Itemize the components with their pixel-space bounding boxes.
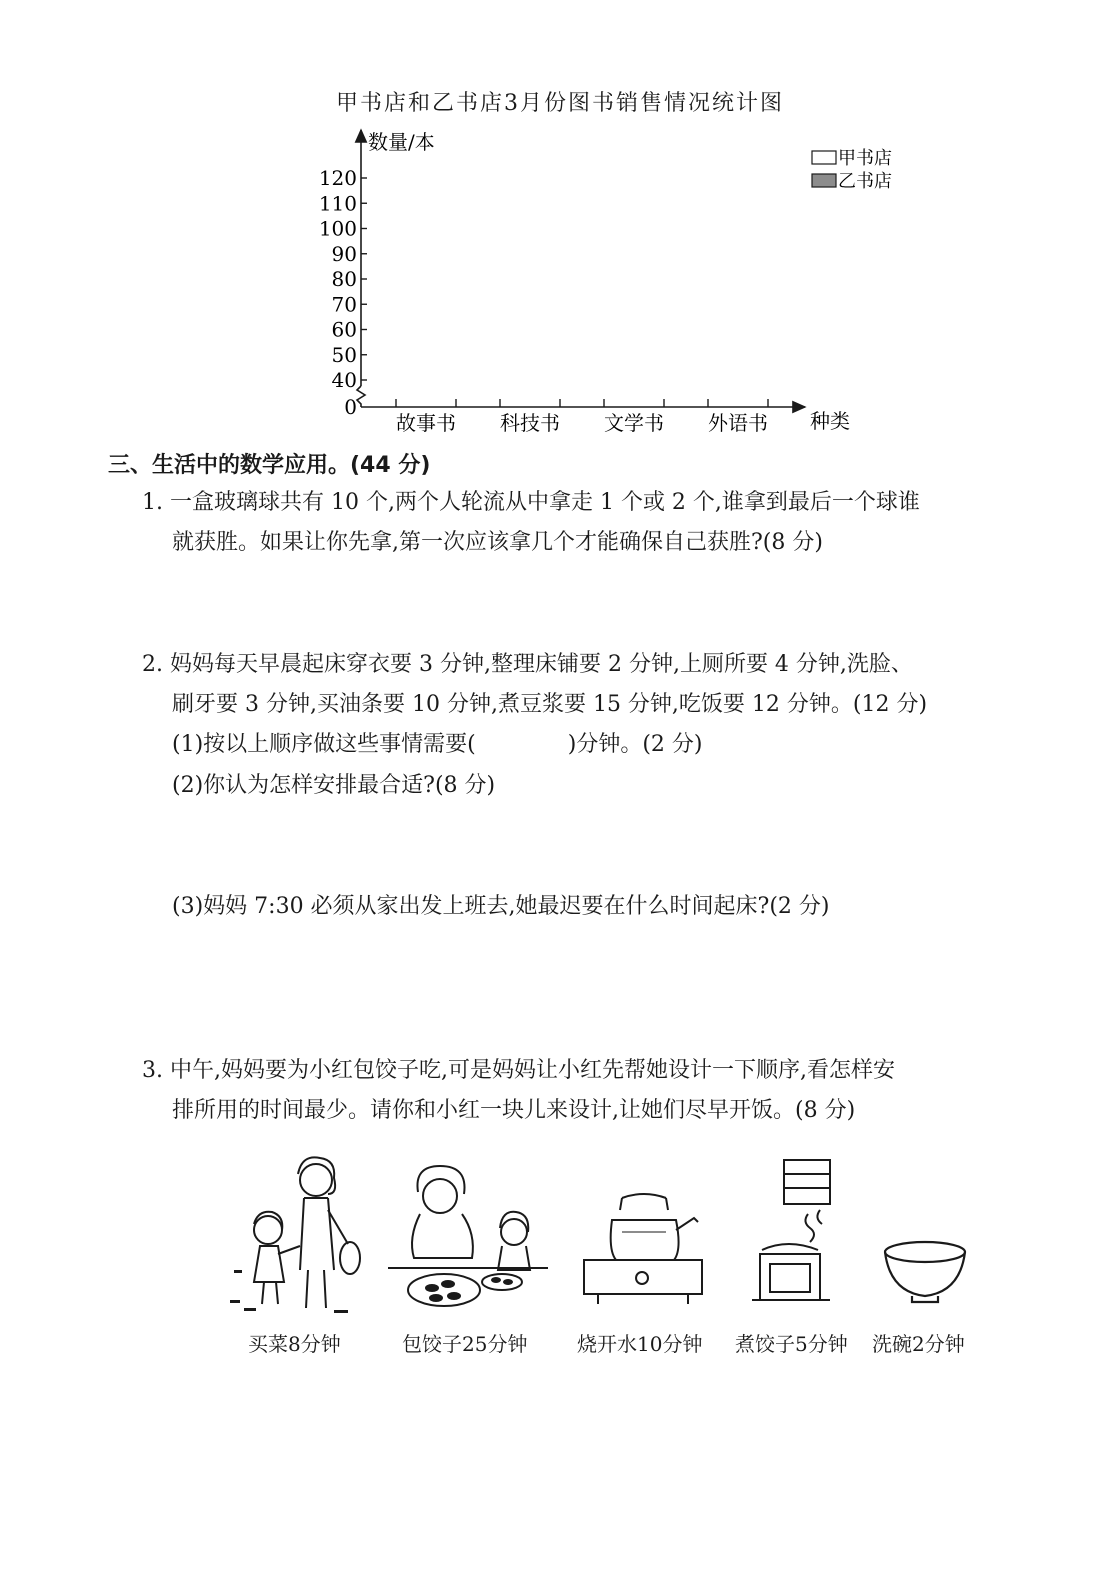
caption-buy-vegetables: 买菜8分钟: [248, 1332, 341, 1356]
caption-make-dumplings: 包饺子25分钟: [402, 1332, 528, 1356]
y-tick-label: 100: [318, 216, 357, 241]
legend-label-yi: 乙书店: [838, 171, 892, 192]
q2-line2: 刷牙要 3 分钟,买油条要 10 分钟,煮豆浆要 15 分钟,吃饭要 12 分钟。(12 分): [172, 692, 928, 717]
axis-break: [357, 386, 365, 407]
y-axis-label: 数量/本: [368, 130, 435, 154]
q2-sub3: (3)妈妈 7:30 必须从家出发上班去,她最迟要在什么时间起床?(2 分): [172, 894, 830, 919]
x-tick-label: 故事书: [396, 411, 456, 435]
legend-label-jia: 甲书店: [838, 148, 892, 169]
y-tick-label: 110: [318, 191, 357, 216]
y-ticks: [319, 166, 367, 419]
q2-sub1-suffix: )分钟。(2 分): [567, 732, 703, 757]
y-tick-label: 60: [331, 317, 357, 342]
caption-cook-dumplings: 煮饺子5分钟: [735, 1332, 848, 1356]
legend-swatch-yi: [812, 174, 836, 187]
cooking-dumplings-illustration: [748, 1158, 832, 1308]
legend: [812, 148, 892, 192]
boiling-water-illustration: [582, 1190, 704, 1310]
x-ticks: [396, 399, 768, 435]
section-title: 三、生活中的数学应用。(44 分): [108, 453, 431, 478]
y-tick-label: 0: [344, 395, 357, 419]
y-tick-label: 80: [331, 267, 357, 291]
q2-sub2: (2)你认为怎样安排最合适?(8 分): [172, 773, 496, 798]
caption-wash-bowl: 洗碗2分钟: [872, 1332, 965, 1356]
caption-boil-water: 烧开水10分钟: [577, 1332, 703, 1356]
q1-line2: 就获胜。如果让你先拿,第一次应该拿几个才能确保自己获胜?(8 分): [172, 530, 823, 555]
q3-line1: 3. 中午,妈妈要为小红包饺子吃,可是妈妈让小红先帮她设计一下顺序,看怎样安: [142, 1058, 895, 1083]
bowl-illustration: [882, 1238, 968, 1304]
y-tick-label: 120: [318, 166, 357, 190]
q2-line1: 2. 妈妈每天早晨起床穿衣要 3 分钟,整理床铺要 2 分钟,上厕所要 4 分钟,洗脸、: [142, 652, 913, 677]
x-tick-label: 外语书: [708, 411, 768, 435]
y-tick-label: 70: [331, 292, 357, 317]
q1-line1: 1. 一盒玻璃球共有 10 个,两个人轮流从中拿走 1 个或 2 个,谁拿到最后一个球谁: [142, 490, 920, 515]
buying-vegetables-illustration: [224, 1150, 364, 1320]
bar-chart: [300, 118, 900, 440]
chart-title: 甲书店和乙书店3月份图书销售情况统计图: [336, 91, 784, 116]
q2-sub1: [172, 730, 703, 760]
y-tick-label: 50: [331, 342, 357, 367]
y-tick-label: 40: [331, 368, 357, 392]
x-axis-label: 种类: [810, 409, 850, 433]
making-dumplings-illustration: [384, 1158, 552, 1318]
q3-line2: 排所用的时间最少。请你和小红一块儿来设计,让她们尽早开饭。(8 分): [172, 1098, 856, 1123]
q2-sub1-prefix: (1)按以上顺序做这些事情需要(: [172, 732, 476, 757]
x-tick-label: 文学书: [604, 411, 664, 435]
y-tick-label: 90: [331, 241, 357, 266]
x-tick-label: 科技书: [500, 411, 560, 435]
legend-swatch-jia: [812, 151, 836, 164]
